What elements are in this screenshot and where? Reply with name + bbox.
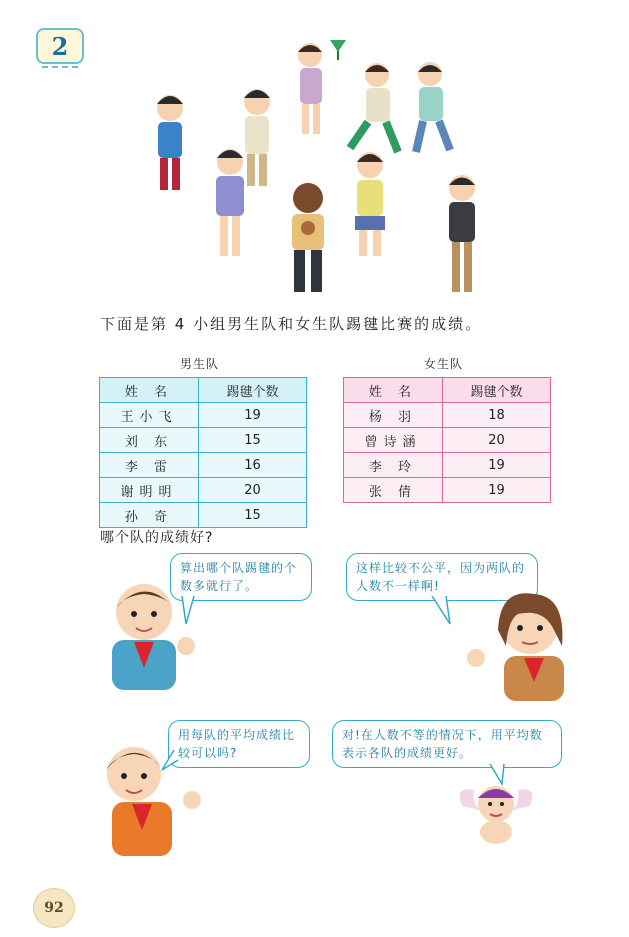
kick-count: 15	[199, 503, 307, 528]
table-row	[344, 428, 551, 453]
table-row	[100, 403, 307, 428]
bubble-text: 算出哪个队踢毽的个数多就行了。	[180, 561, 298, 593]
bubble-text: 对!在人数不等的情况下，用平均数表示各队的成绩更好。	[342, 728, 543, 760]
kick-count: 18	[443, 403, 551, 428]
player-name: 李 雷	[100, 453, 199, 478]
kid-figure	[298, 43, 322, 134]
header-name: 姓 名	[100, 378, 199, 403]
cupid-character	[456, 776, 536, 846]
header-count: 踢毽个数	[199, 378, 307, 403]
player-name: 张 倩	[344, 478, 443, 503]
kick-count: 16	[199, 453, 307, 478]
player-name: 刘 东	[100, 428, 199, 453]
kid-figure	[355, 152, 385, 256]
girls-team-caption: 女生队	[424, 357, 464, 371]
table-row	[100, 478, 307, 503]
player-name: 谢明明	[100, 478, 199, 503]
kick-count: 20	[443, 428, 551, 453]
header-name: 姓 名	[344, 378, 443, 403]
speech-bubble-cupid	[332, 720, 562, 768]
player-name: 李 玲	[344, 453, 443, 478]
kid-figure	[416, 62, 450, 152]
question-text: 哪个队的成绩好?	[100, 530, 214, 546]
kid-figure	[157, 95, 183, 190]
girl-character-1	[458, 586, 573, 701]
kid-figure	[449, 175, 475, 292]
kid-figure	[292, 183, 324, 292]
player-name: 曾诗涵	[344, 428, 443, 453]
unit-badge: 2	[36, 28, 84, 64]
header-count: 踢毽个数	[443, 378, 551, 403]
table-header-row	[100, 378, 307, 403]
kick-count: 19	[443, 453, 551, 478]
kick-count: 20	[199, 478, 307, 503]
kid-figure	[244, 89, 270, 186]
kick-count: 19	[443, 478, 551, 503]
kid-figure	[350, 63, 398, 152]
intro-text: 下面是第 4 小组男生队和女生队踢毽比赛的成绩。	[100, 315, 483, 333]
player-name: 杨 羽	[344, 403, 443, 428]
bubble-tail	[430, 596, 452, 626]
table-header-row	[344, 378, 551, 403]
table-row	[344, 453, 551, 478]
girls-team-table	[343, 377, 551, 503]
table-row	[344, 478, 551, 503]
bubble-text: 用每队的平均成绩比较可以吗?	[178, 728, 296, 760]
player-name: 孙 奇	[100, 503, 199, 528]
table-row	[100, 453, 307, 478]
boys-team-caption: 男生队	[180, 357, 220, 371]
kick-count: 15	[199, 428, 307, 453]
shuttlecock-icon	[330, 40, 346, 60]
boy-character-2	[96, 740, 216, 858]
table-row	[100, 503, 307, 528]
boys-team-table	[99, 377, 307, 528]
boy-character-1	[104, 576, 204, 691]
bubble-text: 这样比较不公平，因为两队的人数不一样啊!	[356, 561, 526, 593]
player-name: 王小飞	[100, 403, 199, 428]
kid-figure	[216, 149, 244, 256]
kids-playing-illustration	[140, 30, 520, 305]
kick-count: 19	[199, 403, 307, 428]
page-number: 92	[33, 888, 75, 928]
table-row	[100, 428, 307, 453]
table-row	[344, 403, 551, 428]
